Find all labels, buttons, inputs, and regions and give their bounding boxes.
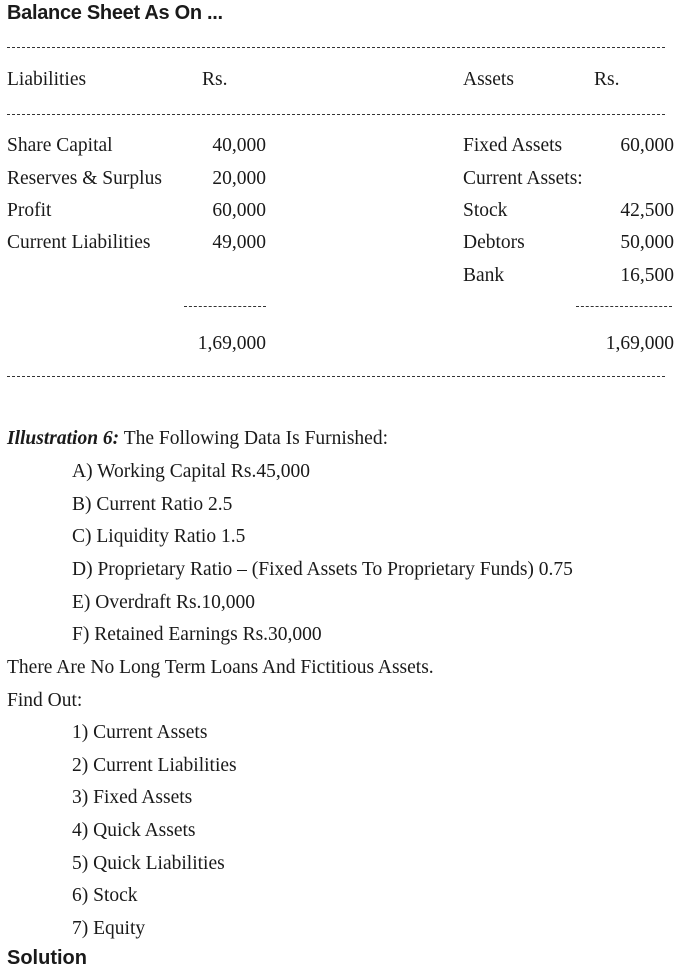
data-item: A) Working Capital Rs.45,000: [72, 461, 311, 482]
asset-label: Current Assets:: [463, 168, 583, 189]
liability-label: Profit: [7, 200, 52, 221]
asset-label: Stock: [463, 200, 508, 221]
question-item: 4) Quick Assets: [72, 820, 196, 841]
find-out-label: Find Out:: [7, 690, 83, 711]
data-item: E) Overdraft Rs.10,000: [72, 592, 256, 613]
liability-label: Share Capital: [7, 135, 113, 156]
asset-label: Fixed Assets: [463, 135, 563, 156]
subtotal-divider-liabilities: [184, 306, 266, 307]
header-assets: Assets: [463, 69, 514, 90]
data-item: D) Proprietary Ratio – (Fixed Assets To Proprietary Funds) 0.75: [72, 559, 573, 580]
liability-amount: 49,000: [212, 232, 266, 253]
liability-amount: 40,000: [212, 135, 266, 156]
question-item: 3) Fixed Assets: [72, 787, 193, 808]
question-item: 5) Quick Liabilities: [72, 853, 225, 874]
subtotal-divider-assets: [576, 306, 672, 307]
header-liabilities-rs: Rs.: [202, 69, 228, 90]
asset-label: Bank: [463, 265, 505, 286]
balance-sheet-title: Balance Sheet As On ...: [7, 2, 223, 24]
illustration-label: Illustration 6:: [7, 428, 120, 449]
illustration-note: There Are No Long Term Loans And Fictitious Assets.: [7, 657, 434, 678]
header-assets-rs: Rs.: [594, 69, 620, 90]
asset-amount: 42,500: [620, 200, 674, 221]
liability-label: Reserves & Surplus: [7, 168, 162, 189]
question-item: 7) Equity: [72, 918, 146, 939]
total-assets: 1,69,000: [605, 333, 674, 354]
asset-amount: 16,500: [620, 265, 674, 286]
data-item: B) Current Ratio 2.5: [72, 494, 233, 515]
asset-amount: 50,000: [620, 232, 674, 253]
liability-amount: 60,000: [212, 200, 266, 221]
liability-amount: 20,000: [212, 168, 266, 189]
asset-amount: 60,000: [620, 135, 674, 156]
solution-heading-cut: Solution: [7, 947, 87, 969]
data-item: F) Retained Earnings Rs.30,000: [72, 624, 322, 645]
asset-label: Debtors: [463, 232, 525, 253]
total-liabilities: 1,69,000: [197, 333, 266, 354]
question-item: 1) Current Assets: [72, 722, 208, 743]
header-liabilities: Liabilities: [7, 69, 87, 90]
question-item: 2) Current Liabilities: [72, 755, 237, 776]
divider-header: [7, 114, 665, 115]
divider-bottom: [7, 376, 665, 377]
illustration-text: The Following Data Is Furnished:: [119, 428, 389, 449]
liability-label: Current Liabilities: [7, 232, 151, 253]
illustration-heading: [7, 429, 388, 449]
data-item: C) Liquidity Ratio 1.5: [72, 526, 246, 547]
question-item: 6) Stock: [72, 885, 138, 906]
divider-top: [7, 47, 665, 48]
